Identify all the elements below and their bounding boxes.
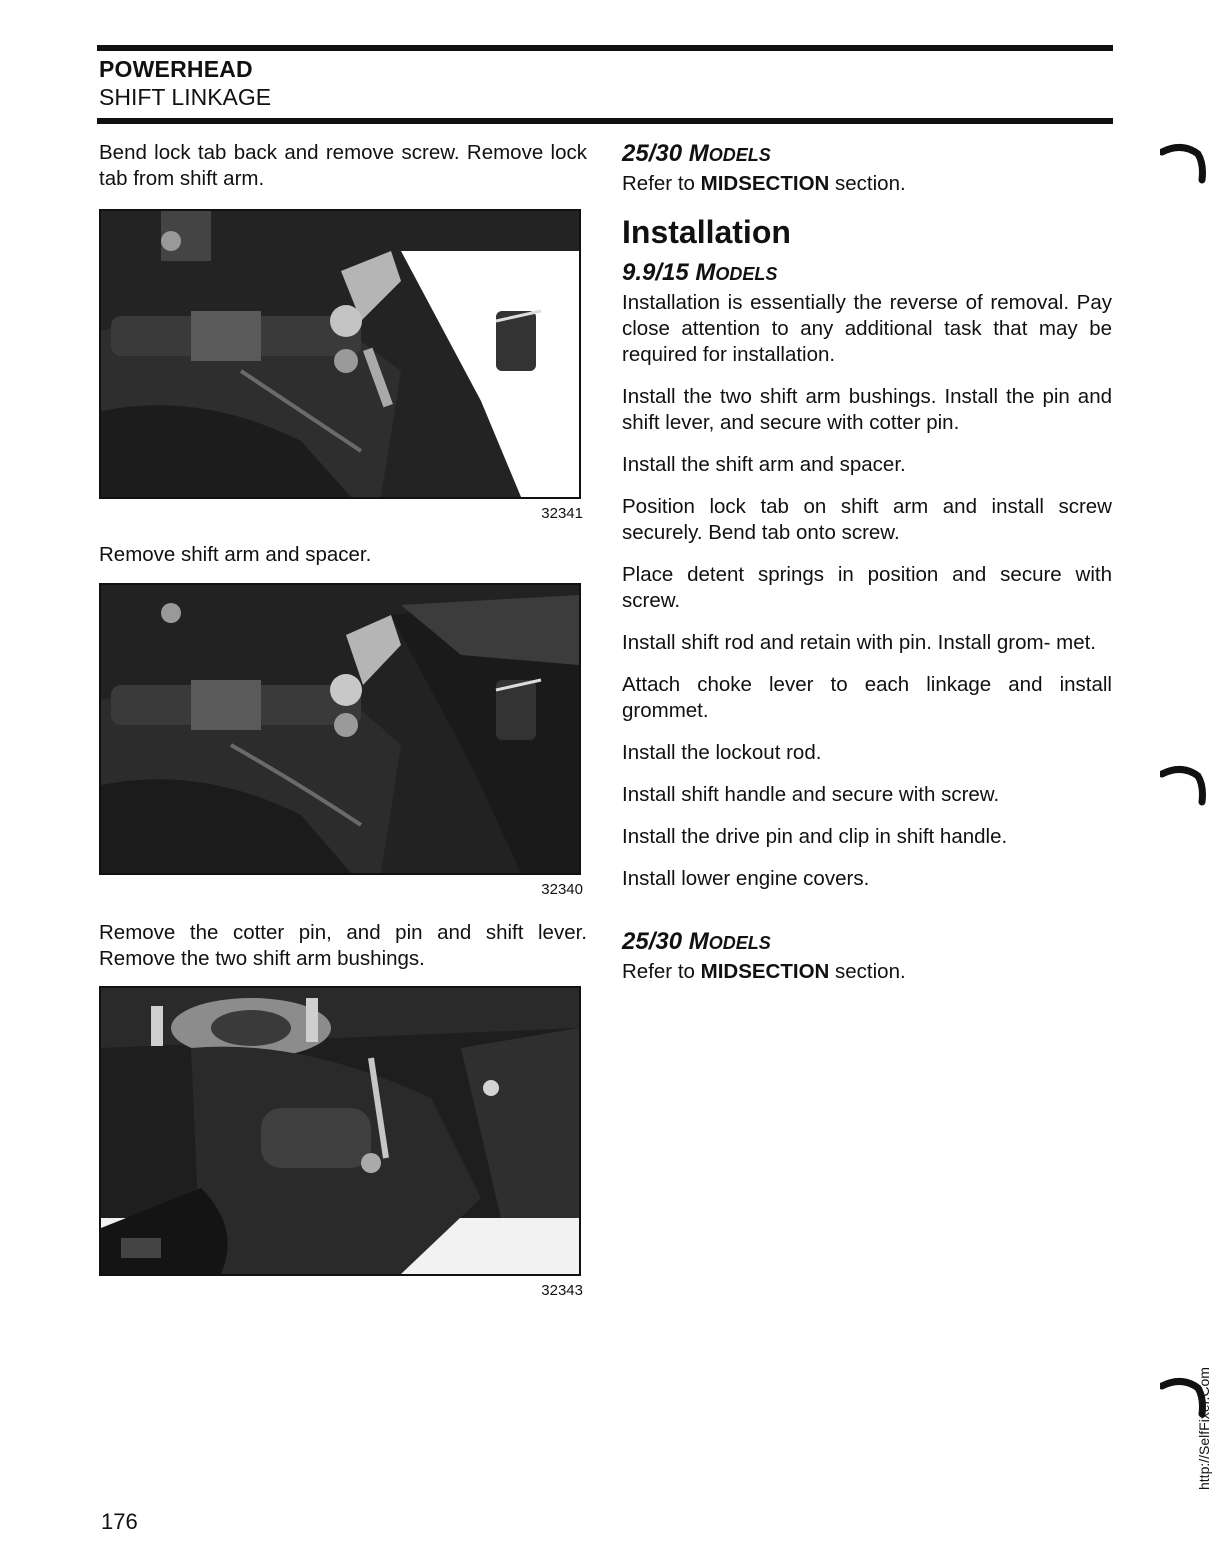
models-word-cap: M [688, 928, 709, 955]
right-column [622, 140, 1112, 985]
step-bend-lock-tab: Bend lock tab back and remove screw. Remove lock tab from shift arm. [99, 141, 587, 190]
photo-lock-tab-illustration [101, 211, 579, 497]
photo-shift-arm [99, 583, 581, 875]
binder-hole-mark [1160, 140, 1210, 185]
installation-heading: Installation [622, 214, 791, 250]
figure-number: 32343 [541, 1282, 583, 1299]
install-step: Install shift handle and secure with screw. [622, 783, 1000, 806]
refer-midsection-note [622, 959, 1112, 985]
install-step: Install lower engine covers. [622, 867, 870, 890]
photo-cotter-pin [99, 986, 581, 1276]
install-step: Installation is essentially the reverse of removal. Pay close attention to any additional task that may be required for installation. [622, 291, 1112, 366]
page-number: 176 [101, 1509, 138, 1534]
install-step: Place detent springs in position and secure with screw. [622, 563, 1112, 612]
refer-pre: Refer to [622, 960, 695, 983]
refer-post: section. [835, 960, 906, 983]
binder-hole-mark [1160, 762, 1210, 807]
models-heading-9-9-15 [622, 259, 1112, 288]
refer-post: section. [835, 172, 906, 195]
models-number: 25/30 [622, 928, 683, 955]
models-heading-25-30-install [622, 928, 1112, 957]
models-number: 25/30 [622, 140, 683, 167]
install-step: Install the two shift arm bushings. Install the pin and shift lever, and secure with cotter pin. [622, 385, 1112, 434]
install-step: Install shift rod and retain with pin. Install grom- met. [622, 631, 1096, 654]
models-heading-25-30 [622, 140, 1112, 169]
section-title: POWERHEAD [99, 56, 253, 82]
header-rule-bottom [97, 118, 1113, 124]
models-number: 9.9/15 [622, 259, 689, 286]
models-word-rest: ODELS [715, 264, 778, 284]
photo-cotter-pin-illustration [101, 988, 579, 1274]
subsection-title: SHIFT LINKAGE [99, 84, 272, 110]
header-rule-top [97, 45, 1113, 51]
left-column [99, 140, 587, 1299]
models-word-rest: ODELS [708, 145, 771, 165]
models-word-rest: ODELS [708, 933, 771, 953]
refer-section-name: MIDSECTION [700, 960, 830, 983]
step-remove-shift-arm: Remove shift arm and spacer. [99, 543, 372, 566]
refer-pre: Refer to [622, 172, 695, 195]
photo-shift-arm-illustration [101, 585, 579, 873]
install-step: Attach choke lever to each linkage and install grommet. [622, 673, 1112, 722]
models-word-cap: M [695, 259, 716, 286]
refer-section-name: MIDSECTION [700, 172, 830, 195]
figure-number: 32341 [541, 505, 583, 522]
install-step: Install the lockout rod. [622, 741, 822, 764]
figure-number: 32340 [541, 881, 583, 898]
photo-lock-tab [99, 209, 581, 499]
install-step: Position lock tab on shift arm and install screw securely. Bend tab onto screw. [622, 495, 1112, 544]
install-step: Install the shift arm and spacer. [622, 453, 906, 476]
watermark-url: http://SelfFixer.Com [1196, 1367, 1212, 1490]
models-word-cap: M [688, 140, 709, 167]
refer-midsection-note [622, 171, 1112, 197]
step-remove-cotter-pin: Remove the cotter pin, and pin and shift lever. Remove the two shift arm bushings. [99, 921, 587, 970]
install-step: Install the drive pin and clip in shift handle. [622, 825, 1008, 848]
